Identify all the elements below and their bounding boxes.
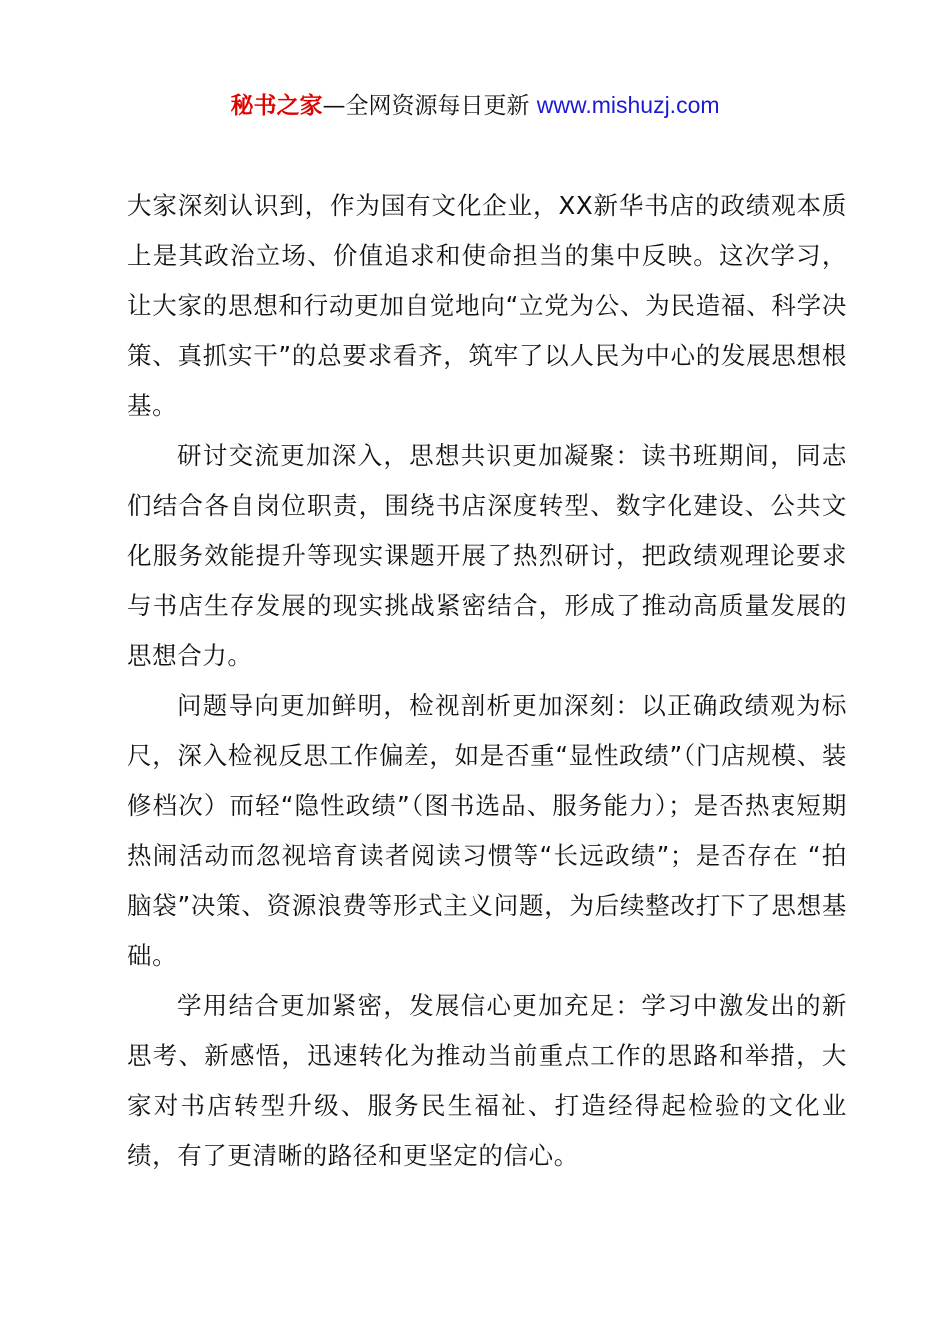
brand-name: 秘书之家 — [230, 93, 323, 119]
site-url-link[interactable]: www.mishuzj.com — [536, 92, 720, 118]
paragraph-application: 学用结合更加紧密，发展信心更加充足：学习中激发出的新思考、新感悟，迅速转化为推动当前重点工作的思路和举措，大家对书店转型升级、服务民生福祉、打造经得起检验的文化业绩，有了更清晰的路径和更坚定的信心。 — [127, 991, 847, 1170]
document-body — [127, 181, 847, 1181]
page-header — [0, 88, 950, 123]
header-tagline: —全网资源每日更新 — [322, 93, 537, 119]
paragraph-problem-review: 问题导向更加鲜明，检视剖析更加深刻：以正确政绩观为标尺，深入检视反思工作偏差，如是否重“显性政绩”（门店规模、装修档次）而轻“隐性政绩”（图书选品、服务能力）；是否热衷短期热闹活动而忽视培育读者阅读习惯等“长远政绩”；是否存在 “拍脑袋”决策、资源浪费等形式主义问题，为后续整改打下了思想基础。 — [127, 691, 847, 970]
paragraph-continued: 大家深刻认识到，作为国有文化企业，XX新华书店的政绩观本质上是其政治立场、价值追求和使命担当的集中反映。这次学习，让大家的思想和行动更加自觉地向“立党为公、为民造福、科学决策、真抓实干”的总要求看齐，筑牢了以人民为中心的发展思想根基。 — [127, 191, 847, 420]
paragraph-discussion: 研讨交流更加深入，思想共识更加凝聚：读书班期间，同志们结合各自岗位职责，围绕书店深度转型、数字化建设、公共文化服务效能提升等现实课题开展了热烈研讨，把政绩观理论要求与书店生存发展的现实挑战紧密结合，形成了推动高质量发展的思想合力。 — [127, 441, 847, 670]
